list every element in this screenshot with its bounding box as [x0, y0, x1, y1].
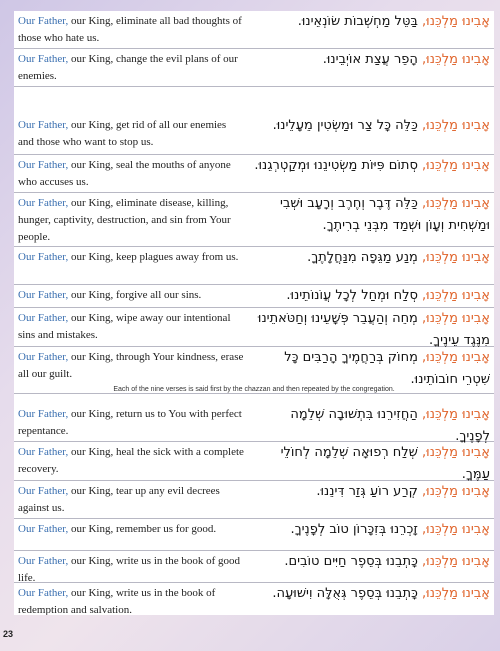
english-verse: our King, wipe away our intentional sins and mistakes. [18, 312, 231, 341]
english-verse: our King, seal the mouths of anyone who accuses us. [18, 159, 231, 188]
english-verse: our King, tear up any evil decrees against us. [18, 485, 220, 514]
page-number: 23 [3, 629, 14, 639]
english-text [18, 349, 244, 383]
our-father-label: Our Father, [18, 251, 69, 263]
our-father-label: Our Father, [18, 523, 69, 535]
prayer-row [14, 551, 494, 583]
english-text [18, 585, 244, 615]
avinu-malkeinu-label: אָבִינוּ מַלְכֵּנוּ, [422, 158, 490, 173]
english-text [18, 13, 244, 47]
prayer-row [14, 87, 494, 155]
hebrew-verse: מְחוֹק בְּרַחֲמֶיךָ הָרַבִּים כָּל שִׁטְרֵי חוֹבוֹתֵינוּ. [284, 350, 490, 387]
prayer-row [14, 285, 494, 308]
hebrew-text [254, 247, 490, 269]
hebrew-text [254, 442, 490, 486]
english-text [18, 406, 244, 440]
english-text [18, 310, 244, 344]
prayer-row [14, 583, 494, 615]
hebrew-verse: מְנַע מַגֵּפָה מִנַּחֲלָתֶךָ. [307, 250, 423, 265]
hebrew-text [254, 347, 490, 391]
english-verse: our King, get rid of all our enemies and those who want to stop us. [18, 119, 227, 148]
our-father-label: Our Father, [18, 485, 69, 497]
prayer-row [14, 442, 494, 481]
hebrew-verse: כָּתְבֵנוּ בְּסֵפֶר חַיִּים טוֹבִים. [284, 554, 423, 569]
prayer-row [14, 247, 494, 285]
our-father-label: Our Father, [18, 446, 69, 458]
hebrew-verse: הָפֵר עֲצַת אוֹיְבֵינוּ. [322, 52, 423, 67]
english-verse: our King, return us to You with perfect repentance. [18, 408, 242, 437]
english-verse: our King, change the evil plans of our enemies. [18, 53, 238, 82]
hebrew-verse: קְרַע רוֹעַ גְּזַר דִּינֵנוּ. [316, 484, 423, 499]
english-verse: our King, heal the sick with a complete recovery. [18, 446, 244, 475]
prayer-row [14, 481, 494, 519]
hebrew-verse: סְתוֹם פִּיּוֹת מַשְׂטִינֵנוּ וּמְקַטְרְגֵנוּ. [254, 158, 423, 173]
prayer-row [14, 519, 494, 551]
our-father-label: Our Father, [18, 159, 69, 171]
avinu-malkeinu-label: אָבִינוּ מַלְכֵּנוּ, [422, 250, 490, 265]
hebrew-text [254, 519, 490, 541]
english-text [18, 444, 244, 478]
hebrew-verse: כַּלֵּה כָּל צַר וּמַשְׂטִין מֵעָלֵינוּ. [272, 118, 423, 133]
hebrew-text [254, 193, 490, 237]
prayer-row [14, 11, 494, 49]
hebrew-text [254, 583, 490, 605]
prayer-row [14, 155, 494, 193]
avinu-malkeinu-label: אָבִינוּ מַלְכֵּנוּ, [422, 407, 490, 422]
avinu-malkeinu-label: אָבִינוּ מַלְכֵּנוּ, [422, 311, 490, 326]
hebrew-verse: הַחֲזִירֵנוּ בִּתְשׁוּבָה שְׁלֵמָה לְפָנֶיךָ. [290, 407, 490, 444]
english-text [18, 195, 244, 246]
our-father-label: Our Father, [18, 408, 69, 420]
avinu-malkeinu-label: אָבִינוּ מַלְכֵּנוּ, [422, 52, 490, 67]
english-text [18, 51, 244, 85]
english-text [18, 553, 244, 587]
english-verse: our King, forgive all our sins. [68, 289, 202, 301]
english-verse: our King, keep plagues away from us. [68, 251, 239, 263]
english-verse: our King, eliminate disease, killing, hunger, captivity, destruction, and sin from Your people. [18, 197, 231, 243]
avinu-malkeinu-label: אָבִינוּ מַלְכֵּנוּ, [422, 350, 490, 365]
english-text [18, 483, 244, 517]
avinu-malkeinu-label: אָבִינוּ מַלְכֵּנוּ, [422, 118, 490, 133]
hebrew-verse: כַּלֵּה דֶּבֶר וְחֶרֶב וְרָעָב וּשְׁבִי וּמַשְׁחִית וְעָוֹן וּשְׁמַד מִבְּנֵי בְרִיתֶךָ. [279, 196, 490, 233]
hebrew-verse: סְלַח וּמְחַל לְכָל עֲוֹנוֹתֵינוּ. [286, 288, 423, 303]
hebrew-verse: שְׁלַח רְפוּאָה שְׁלֵמָה לְחוֹלֵי עַמֶּךָ. [280, 445, 490, 482]
english-text [18, 249, 244, 266]
prayer-row [14, 308, 494, 347]
prayer-row [14, 404, 494, 442]
prayer-panel [14, 11, 494, 615]
english-verse: our King, through Your kindness, erase all our guilt. [18, 351, 244, 380]
avinu-malkeinu-label: אָבִינוּ מַלְכֵּנוּ, [422, 586, 490, 601]
hebrew-text [254, 49, 490, 71]
hebrew-text [254, 551, 490, 573]
english-text [18, 521, 244, 538]
avinu-malkeinu-label: אָבִינוּ מַלְכֵּנוּ, [422, 554, 490, 569]
our-father-label: Our Father, [18, 555, 69, 567]
our-father-label: Our Father, [18, 351, 69, 363]
english-verse: our King, eliminate all bad thoughts of those who hate us. [18, 15, 242, 44]
avinu-malkeinu-label: אָבִינוּ מַלְכֵּנוּ, [422, 484, 490, 499]
english-text [18, 117, 244, 151]
english-verse: our King, write us in the book of redemption and salvation. [18, 587, 216, 615]
english-text [18, 287, 244, 304]
avinu-malkeinu-label: אָבִינוּ מַלְכֵּנוּ, [422, 445, 490, 460]
our-father-label: Our Father, [18, 289, 69, 301]
hebrew-text [254, 115, 490, 137]
avinu-malkeinu-label: אָבִינוּ מַלְכֵּנוּ, [422, 196, 490, 211]
hebrew-verse: מְחֵה וְהַעֲבֵר פְּשָׁעֵינוּ וְחַטֹּאתֵינוּ מִנֶּגֶד עֵינֶיךָ. [257, 311, 490, 348]
english-text [18, 157, 244, 191]
hebrew-verse: כָּתְבֵנוּ בְּסֵפֶר גְּאֻלָּה וִישׁוּעָה. [272, 586, 423, 601]
hebrew-text [254, 308, 490, 352]
repetition-note: Each of the nine verses is said first by the chazzan and then repeated by the congregation. [113, 386, 395, 393]
hebrew-verse: זָכְרֵנוּ בְּזִכָּרוֹן טוֹב לְפָנֶיךָ. [290, 522, 423, 537]
english-verse: our King, remember us for good. [68, 523, 217, 535]
prayer-row [14, 193, 494, 247]
hebrew-text [254, 155, 490, 177]
hebrew-text [254, 285, 490, 307]
our-father-label: Our Father, [18, 197, 69, 209]
our-father-label: Our Father, [18, 53, 69, 65]
english-verse: our King, write us in the book of good life. [18, 555, 240, 584]
hebrew-text [254, 11, 490, 33]
our-father-label: Our Father, [18, 312, 69, 324]
our-father-label: Our Father, [18, 119, 69, 131]
avinu-malkeinu-label: אָבִינוּ מַלְכֵּנוּ, [422, 288, 490, 303]
avinu-malkeinu-label: אָבִינוּ מַלְכֵּנוּ, [422, 522, 490, 537]
avinu-malkeinu-label: אָבִינוּ מַלְכֵּנוּ, [422, 14, 490, 29]
hebrew-text [254, 481, 490, 503]
our-father-label: Our Father, [18, 587, 69, 599]
our-father-label: Our Father, [18, 15, 69, 27]
hebrew-verse: בַּטֵּל מַחְשְׁבוֹת שׂוֹנְאֵינוּ. [297, 14, 423, 29]
prayer-row [14, 49, 494, 87]
